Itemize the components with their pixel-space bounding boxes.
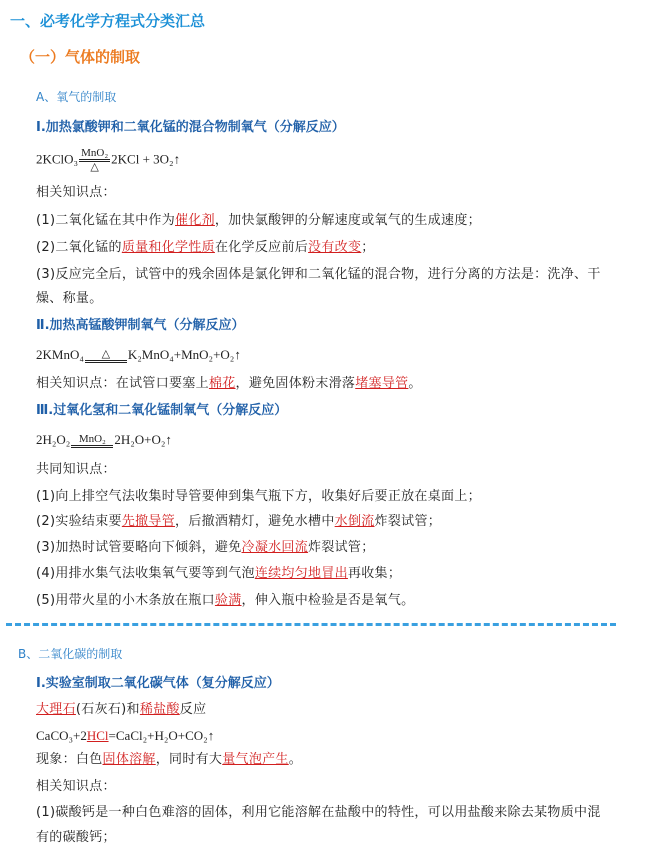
ph-highlight-1: 固体溶解 — [102, 752, 156, 767]
eq3-bar — [71, 445, 113, 448]
note2-text-mid: 在化学反应前后 — [214, 240, 309, 255]
note-ii-text-mid: ，避免固体粉末滑落 — [235, 376, 356, 391]
equation-co2 — [36, 727, 214, 745]
co2-marble: 大理石 — [36, 702, 76, 717]
reaction-title-co2: Ⅰ.实验室制取二氧化碳气体（复分解反应） — [36, 676, 280, 691]
note2-highlight-2: 没有改变 — [308, 240, 362, 255]
eqco2-left: CaCO₃+2 — [36, 728, 87, 743]
reaction-title-3: Ⅲ.过氧化氢和二氧化锰制氧气（分解反应） — [36, 403, 288, 418]
equation-3 — [36, 431, 172, 449]
knowledge-label-co2: 相关知识点： — [36, 779, 116, 794]
equation-2 — [36, 346, 241, 364]
page-title: 一、必考化学方程式分类汇总 — [10, 12, 206, 30]
common-note-5 — [36, 592, 414, 610]
cn3-highlight: 冷凝水回流 — [241, 540, 309, 555]
eq1-catalyst: MnO₂ — [79, 148, 110, 162]
cn2-text-end: 炸裂试管； — [374, 514, 442, 529]
note-ii-text: 相关知识点：在试管口要塞上 — [36, 376, 209, 391]
eq2-products: K₂MnO₄+MnO₂+O₂↑ — [127, 347, 241, 362]
eq2-heat: △ — [101, 348, 111, 361]
eq2-reactant: 2KMnO₄ — [36, 347, 84, 362]
co2-hcl-dilute: 稀盐酸 — [139, 702, 180, 717]
subsection-co2: B、二氧化碳的制取 — [18, 647, 123, 661]
note2-text-end: ； — [361, 240, 375, 255]
ph-text-end: 。 — [288, 752, 303, 767]
note-ii — [36, 375, 422, 393]
eq3-catalyst: MnO₂ — [78, 433, 106, 446]
note-2 — [36, 239, 375, 257]
common-note-3 — [36, 539, 375, 557]
note-3-line-1: (3)反应完全后，试管中的残余固体是氯化钾和二氧化锰的混合物，进行分离的方法是：洗净、干 — [36, 267, 601, 282]
co2-react-word: 反应 — [179, 702, 207, 717]
note-1 — [36, 212, 481, 230]
note1-highlight: 催化剂 — [175, 213, 215, 228]
common-note-4 — [36, 565, 401, 583]
knowledge-label-1: 相关知识点： — [36, 185, 116, 200]
note-ii-highlight-1: 棉花 — [208, 376, 236, 391]
eq1-products: 2KCl + 3O₂↑ — [111, 151, 181, 167]
eq2-condition — [85, 349, 127, 363]
co2-reactant-text: (石灰石)和 — [75, 702, 140, 717]
cn2-text-mid: ，后撤酒精灯，避免水槽中 — [175, 514, 335, 529]
co2-note-1-line-1: (1)碳酸钙是一种白色难溶的固体，利用它能溶解在盐酸中的特性，可以用盐酸来除去某物质中混 — [36, 805, 601, 820]
cn5-text: (5)用带火星的小木条放在瓶口 — [36, 593, 215, 608]
equation-1 — [36, 148, 180, 173]
eq1-condition — [79, 148, 110, 173]
subsection-oxygen: A、氧气的制取 — [36, 90, 117, 104]
note2-text: (2)二氧化锰的 — [36, 240, 122, 255]
co2-note-1-line-2: 有的碳酸钙； — [36, 830, 116, 845]
reaction-title-2: Ⅱ.加热高锰酸钾制氧气（分解反应） — [36, 318, 245, 333]
eq3-reactant: 2H₂O₂ — [36, 432, 71, 447]
ph-highlight-2: 量气泡产生 — [222, 752, 289, 767]
co2-phenomenon — [36, 751, 302, 769]
ph-text: 现象：白色 — [36, 752, 103, 767]
note-ii-highlight-2: 堵塞导管 — [355, 376, 409, 391]
cn5-text-end: ，伸入瓶中检验是否是氧气。 — [241, 593, 415, 608]
cn4-text: (4)用排水集气法收集氧气要等到气泡 — [36, 566, 255, 581]
cn3-text: (3)加热时试管要略向下倾斜，避免 — [36, 540, 242, 555]
cn3-text-end: 炸裂试管； — [308, 540, 375, 555]
note1-text: (1)二氧化锰在其中作为 — [36, 213, 176, 228]
reaction-title-1: Ⅰ.加热氯酸钾和二氧化锰的混合物制氧气（分解反应） — [36, 120, 345, 135]
cn4-text-end: 再收集； — [347, 566, 402, 581]
common-note-2 — [36, 513, 441, 531]
note2-highlight-1: 质量和化学性质 — [121, 240, 215, 255]
note1-text-end: ，加快氯酸钾的分解速度或氧气的生成速度； — [214, 213, 481, 228]
eqco2-hcl: HCl — [86, 728, 109, 743]
eq3-products: 2H₂O+O₂↑ — [114, 432, 172, 447]
section-heading-gas: （一）气体的制取 — [20, 48, 141, 66]
eqco2-right: =CaCl₂+H₂O+CO₂↑ — [108, 728, 215, 743]
section-divider — [6, 623, 616, 626]
cn4-highlight: 连续均匀地冒出 — [254, 566, 348, 581]
note-3-line-2: 燥、称量。 — [36, 291, 103, 306]
eq2-bar — [85, 360, 127, 363]
note-ii-text-end: 。 — [408, 376, 422, 391]
cn2-text: (2)实验结束要 — [36, 514, 122, 529]
ph-text-mid: ，同时有大 — [155, 752, 223, 767]
eq1-reactant: 2KClO₃ — [36, 151, 79, 167]
eq1-heat: △ — [90, 161, 99, 173]
cn5-highlight: 验满 — [214, 593, 242, 608]
co2-reactants — [36, 701, 206, 719]
common-note-1: (1)向上排空气法收集时导管要伸到集气瓶下方，收集好后要正放在桌面上； — [36, 489, 481, 504]
cn2-highlight-2: 水倒流 — [334, 514, 375, 529]
cn2-highlight-1: 先撤导管 — [121, 514, 176, 529]
common-knowledge-label: 共同知识点： — [36, 462, 116, 477]
eq3-condition — [71, 434, 113, 448]
